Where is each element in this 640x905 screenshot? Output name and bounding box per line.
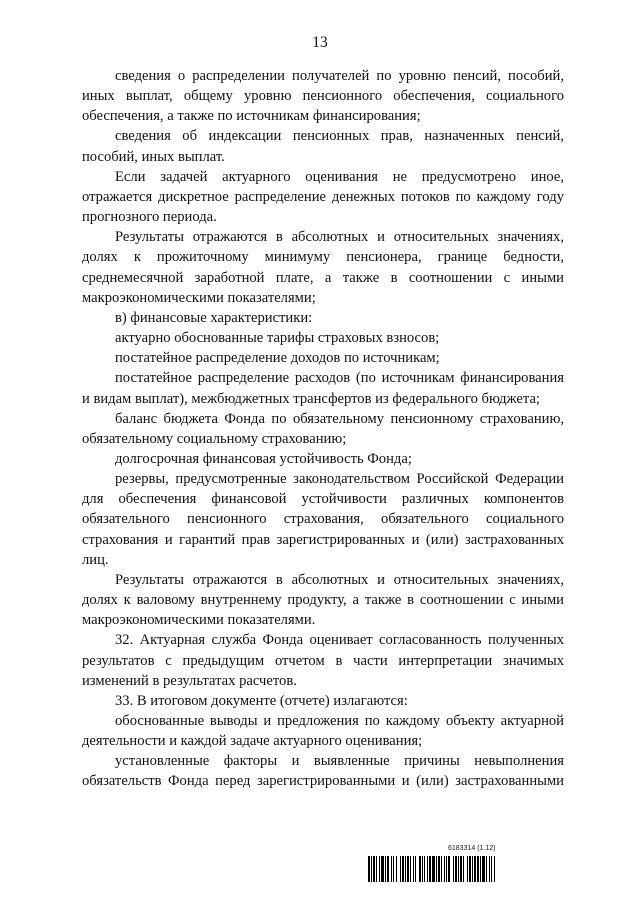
paragraph: постатейное распределение расходов (по источникам финансирования и видам выплат), межбюджетных трансфертов из федерального бюджета;: [82, 370, 564, 407]
paragraph: в) финансовые характеристики:: [115, 309, 313, 326]
paragraph: 32. Актуарная служба Фонда оценивает согласованность полученных результатов с предыдущим отчетом в части интерпретации значимых изменений в результатах расчетов.: [82, 632, 564, 689]
paragraph: долгосрочная финансовая устойчивость Фонда;: [115, 450, 412, 467]
paragraph: актуарно обоснованные тарифы страховых взносов;: [115, 330, 440, 347]
page-number: 13: [312, 34, 328, 51]
paragraph: 33. В итоговом документе (отчете) излагаются:: [115, 692, 408, 709]
paragraph: сведения о распределении получателей по уровню пенсий, пособий, иных выплат, общему уровню пенсионного обеспечения, социального обеспечения, а также по источникам финансирования;: [82, 68, 564, 125]
paragraph: сведения об индексации пенсионных прав, назначенных пенсий, пособий, иных выплат.: [82, 128, 564, 165]
barcode-caption: 6183314 (1.12): [448, 845, 496, 852]
paragraph: баланс бюджета Фонда по обязательному пенсионному страхованию, обязательному социальному страхованию;: [82, 410, 564, 447]
document-body: [82, 66, 564, 792]
barcode-block: [368, 845, 588, 885]
paragraph: установленные факторы и выявленные причины невыполнения обязательств Фонда перед зарегистрированными и (или) застрахованными: [82, 753, 564, 790]
paragraph: обоснованные выводы и предложения по каждому объекту актуарной деятельности и каждой задаче актуарного оценивания;: [82, 713, 564, 750]
barcode-image: [368, 856, 588, 882]
paragraph: постатейное распределение доходов по источникам;: [115, 350, 440, 367]
barcode-gap: [495, 856, 496, 882]
paragraph: Результаты отражаются в абсолютных и относительных значениях, долях к валовому внутреннему продукту, а также в соотношении с иными макроэкономическими показателями.: [82, 571, 564, 629]
paragraph: Результаты отражаются в абсолютных и относительных значениях, долях к прожиточному минимуму пенсионера, границе бедности, среднемесячной заработной плате, а также в соотношении с иными макроэкономическими показателями;: [82, 229, 564, 306]
paragraph: резервы, предусмотренные законодательством Российской Федерации для обеспечения финансовой устойчивости различных компонентов обязательного пенсионного страхования, обязательного социального страхования и гарантий прав зарегистрированных и (или) застрахованных лиц.: [82, 471, 564, 568]
paragraph: Если задачей актуарного оценивания не предусмотрено иное, отражается дискретное распределение денежных потоков по каждому году прогнозного периода.: [82, 168, 564, 226]
